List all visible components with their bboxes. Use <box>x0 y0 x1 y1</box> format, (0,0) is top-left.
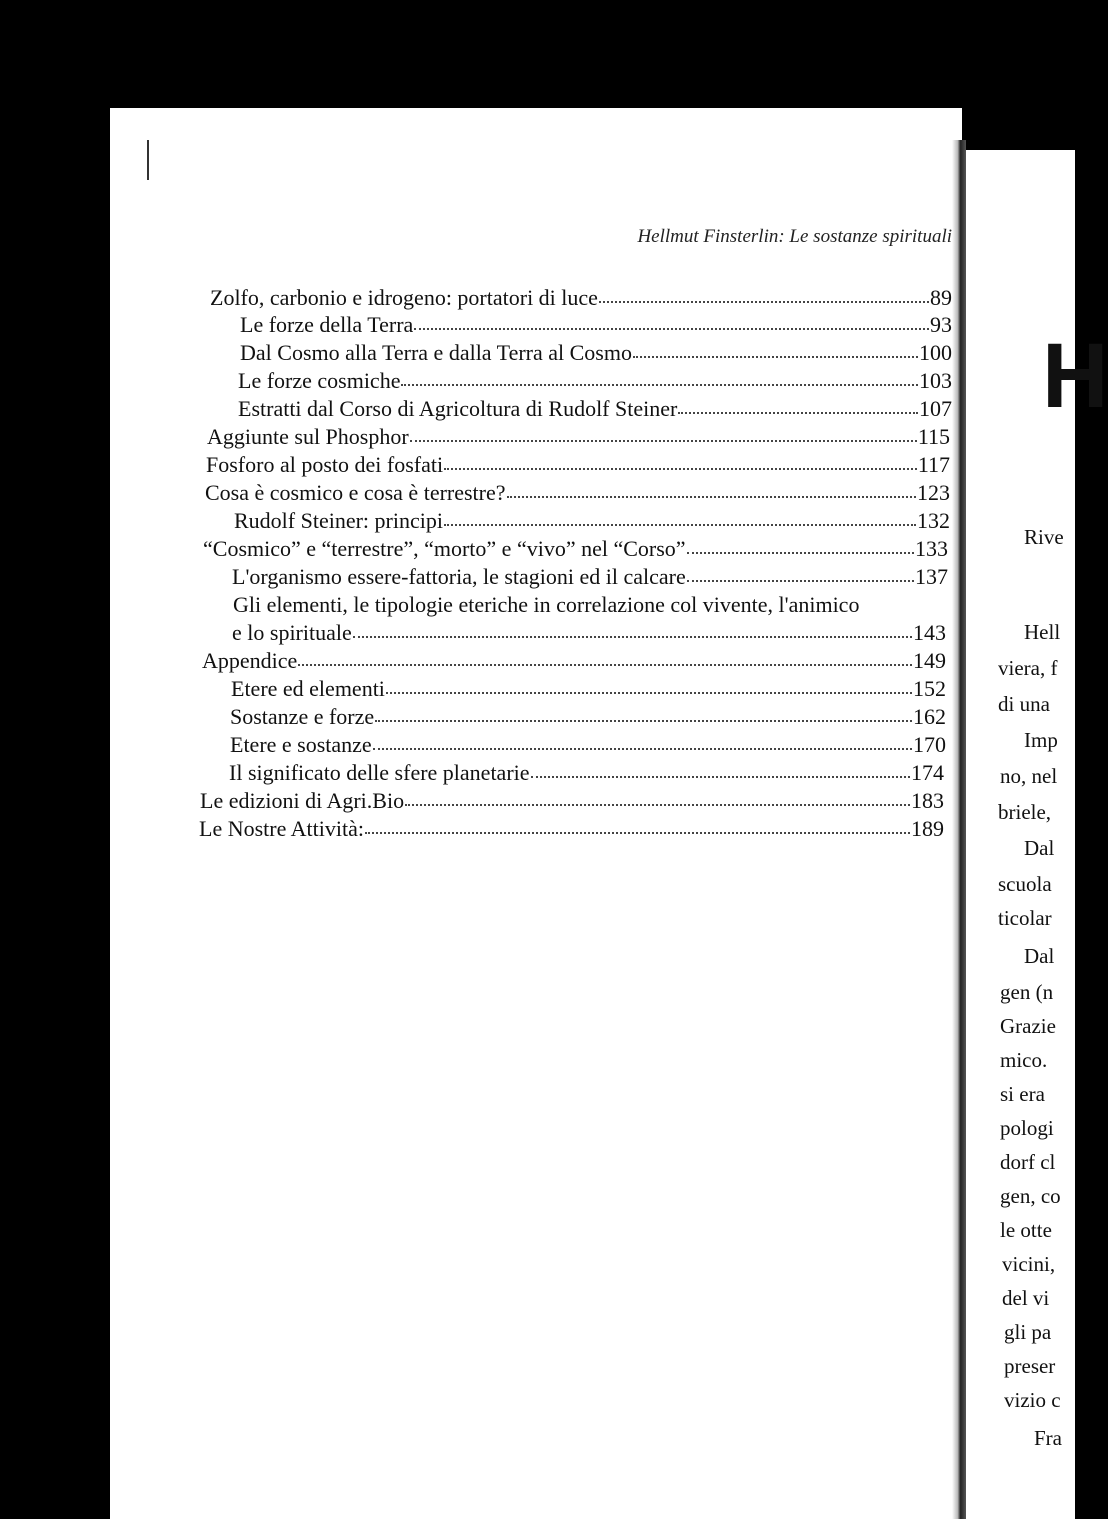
toc-entry-title: Zolfo, carbonio e idrogeno: portatori di luce <box>210 285 598 310</box>
toc-entry <box>229 760 944 786</box>
toc-dot-leader <box>405 804 910 806</box>
toc-entry-title: Aggiunte sul Phosphor <box>207 424 409 449</box>
right-page-text-line: Dal <box>1024 944 1055 968</box>
toc-dot-leader <box>353 636 912 638</box>
toc-entry <box>232 564 948 590</box>
toc-entry-title: Le forze cosmiche <box>238 368 401 393</box>
toc-dot-leader <box>298 664 912 666</box>
toc-dot-leader <box>414 328 929 330</box>
toc-entry-title: L'organismo essere-fattoria, le stagioni ed il calcare <box>232 564 686 589</box>
right-page-text-line: vizio c <box>1004 1388 1061 1412</box>
toc-entry <box>234 508 950 534</box>
toc-entry-title: Dal Cosmo alla Terra e dalla Terra al Cosmo <box>240 340 632 365</box>
toc-entry-page: 89 <box>930 285 952 310</box>
right-page-text-line: gen, co <box>1000 1184 1061 1208</box>
toc-entry-title: Le edizioni di Agri.Bio <box>200 788 405 813</box>
toc-entry-title: Fosforo al posto dei fosfati <box>206 452 444 477</box>
toc-entry-page: 133 <box>915 536 948 561</box>
right-page-text-line: scuola <box>998 872 1052 896</box>
right-page-text-line: Dal <box>1024 836 1055 860</box>
toc-entry <box>203 536 948 562</box>
toc-entry <box>202 648 946 674</box>
toc-entry-title: Le Nostre Attività: <box>199 816 364 841</box>
toc-entry-title: Sostanze e forze <box>230 704 375 729</box>
right-page-text-line: Imp <box>1024 728 1058 752</box>
toc-entry <box>205 480 950 506</box>
toc-entry-title: “Cosmico” e “terrestre”, “morto” e “vivo” nel “Corso” <box>203 536 686 561</box>
right-page-text-line: mico. <box>1000 1048 1048 1072</box>
right-page-text-line: gli pa <box>1004 1320 1052 1344</box>
right-page-heading-letter: H <box>1042 325 1108 427</box>
toc-entry-page: 143 <box>913 620 946 645</box>
toc-dot-leader <box>401 384 918 386</box>
toc-dot-leader <box>365 832 910 834</box>
right-page-text-line: vicini, <box>1002 1252 1056 1276</box>
toc-entry-title: Etere ed elementi <box>231 676 385 701</box>
toc-entry-title: Cosa è cosmico e cosa è terrestre? <box>205 480 506 505</box>
toc-entry <box>238 396 952 422</box>
toc-entry-title: Le forze della Terra <box>240 312 414 337</box>
toc-entry <box>231 676 946 702</box>
right-page-text-line: briele, <box>998 800 1052 824</box>
toc-dot-leader <box>678 412 918 414</box>
toc-dot-leader <box>507 496 916 498</box>
toc-entry-page: 107 <box>919 396 952 421</box>
toc-entry <box>230 732 946 758</box>
toc-entry-page: 152 <box>913 676 946 701</box>
right-page-text-line: preser <box>1004 1354 1056 1378</box>
running-header: Hellmut Finsterlin: Le sostanze spirituali <box>637 226 952 247</box>
right-page-text-line: Rive <box>1024 525 1064 549</box>
toc-entry-page: 183 <box>911 788 944 813</box>
toc-entry-page: 189 <box>911 816 944 841</box>
toc-entry <box>206 452 950 478</box>
toc-entry-title: Rudolf Steiner: principi <box>234 508 443 533</box>
right-page-text-line: di una <box>998 692 1050 716</box>
toc-entry-title: Il significato delle sfere planetarie <box>229 760 530 785</box>
right-page-text-line: Hell <box>1024 620 1061 644</box>
toc-dot-leader <box>375 720 912 722</box>
toc-entry <box>240 340 952 366</box>
toc-entry-page: 115 <box>917 424 950 449</box>
toc-entry <box>233 592 859 618</box>
toc-entry-page: 123 <box>917 480 950 505</box>
toc-entry-page: 170 <box>913 732 946 757</box>
right-page-text-line: del vi <box>1002 1286 1050 1310</box>
toc-dot-leader <box>444 524 916 526</box>
toc-entry-title: Etere e sostanze <box>230 732 372 757</box>
right-page-text-line: pologi <box>1000 1116 1054 1140</box>
right-page-text-line: le otte <box>1000 1218 1052 1242</box>
right-page-text-line: ticolar <box>998 906 1052 930</box>
toc-dot-leader <box>687 580 914 582</box>
toc-dot-leader <box>531 776 910 778</box>
toc-entry-page: 149 <box>913 648 946 673</box>
toc-entry <box>238 368 952 394</box>
right-page-text-line: gen (n <box>1000 980 1054 1004</box>
toc-entry <box>230 704 946 730</box>
toc-entry-title: e lo spirituale <box>232 620 352 645</box>
toc-entry <box>210 285 952 311</box>
toc-entry-page: 100 <box>919 340 952 365</box>
toc-entry-page: 174 <box>911 760 944 785</box>
right-page-text-line: dorf cl <box>1000 1150 1056 1174</box>
toc-entry-title: Appendice <box>202 648 298 673</box>
toc-dot-leader <box>444 468 917 470</box>
toc-entry-page: 93 <box>930 312 952 337</box>
toc-entry-page: 132 <box>917 508 950 533</box>
toc-entry <box>232 620 946 646</box>
toc-entry-page: 137 <box>915 564 948 589</box>
toc-dot-leader <box>687 552 914 554</box>
toc-dot-leader <box>410 440 917 442</box>
toc-entry-page: 162 <box>913 704 946 729</box>
toc-dot-leader <box>373 748 912 750</box>
right-page-text-line: Fra <box>1034 1426 1062 1450</box>
toc-entry-page: 103 <box>919 368 952 393</box>
toc-dot-leader <box>633 356 918 358</box>
toc-entry <box>199 816 944 842</box>
right-page-text-line: viera, f <box>998 656 1058 680</box>
right-page-text-line: si era <box>1000 1082 1045 1106</box>
toc-entry <box>207 424 950 450</box>
toc-entry <box>200 788 944 814</box>
toc-entry-page: 117 <box>917 452 950 477</box>
toc-entry <box>240 312 952 338</box>
right-page-text-line: Grazie <box>1000 1014 1056 1038</box>
toc-entry-title: Estratti dal Corso di Agricoltura di Rudolf Steiner <box>238 396 678 421</box>
right-page-text-line: no, nel <box>1000 764 1058 788</box>
toc-dot-leader <box>386 692 912 694</box>
toc-dot-leader <box>599 301 929 303</box>
toc-entry-title: Gli elementi, le tipologie eteriche in correlazione col vivente, l'animico <box>233 592 860 617</box>
